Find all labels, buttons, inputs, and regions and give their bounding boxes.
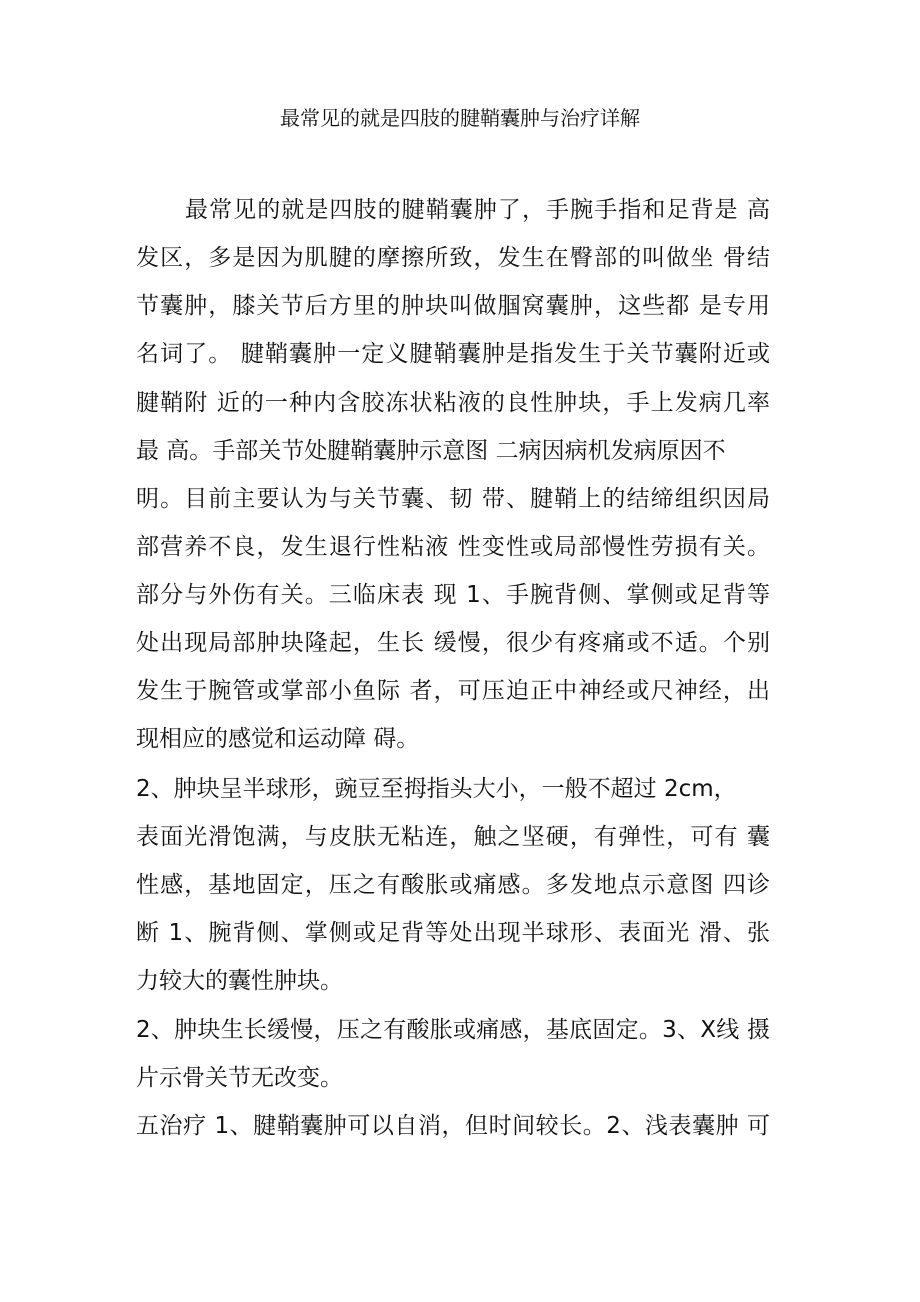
- paragraph-line: 表面光滑饱满，与皮肤无粘连，触之坚硬，有弹性，可有 囊: [136, 824, 770, 850]
- paragraph-line: 力较大的囊性肿块。: [136, 968, 343, 994]
- paragraph-line: 发区，多是因为肌腱的摩擦所致，发生在臀部的叫做坐 骨结: [136, 245, 770, 271]
- paragraph-line: 性感，基地固定，压之有酸胀或痛感。多发地点示意图 四诊: [136, 872, 770, 898]
- paragraph-line: 最 高。手部关节处腱鞘囊肿示意图 二病因病机发病原因不: [136, 438, 726, 464]
- paragraph-line: 腱鞘附 近的一种内含胶冻状粘液的良性肿块，手上发病几率: [136, 390, 770, 416]
- paragraph-line: 部营养不良，发生退行性粘液 性变性或局部慢性劳损有关。: [136, 534, 770, 560]
- paragraph-line: 发生于腕管或掌部小鱼际 者，可压迫正中神经或尺神经，出: [136, 678, 770, 704]
- paragraph-line: 名词了。 腱鞘囊肿一定义腱鞘囊肿是指发生于关节囊附近或: [136, 341, 770, 367]
- paragraph-line: 2、肿块呈半球形，豌豆至拇指头大小，一般不超过 2cm，: [136, 776, 737, 802]
- paragraph-line: 部分与外伤有关。三临床表 现 1、手腕背侧、掌侧或足背等: [136, 582, 770, 608]
- paragraph-line: 五治疗 1、腱鞘囊肿可以自消，但时间较长。2、浅表囊肿 可: [136, 1113, 770, 1139]
- paragraph-line: 处出现局部肿块隆起，生长 缓慢，很少有疼痛或不适。个别: [136, 630, 770, 656]
- paragraph-line: 片示骨关节无改变。: [136, 1065, 343, 1091]
- paragraph-line: 2、肿块生长缓慢，压之有酸胀或痛感，基底固定。3、X线 摄: [136, 1017, 770, 1043]
- paragraph-line: 最常见的就是四肢的腱鞘囊肿了，手腕手指和足背是 高: [185, 197, 770, 223]
- document-title: 最常见的就是四肢的腱鞘囊肿与治疗详解: [280, 106, 640, 130]
- paragraph-line: 明。目前主要认为与关节囊、韧 带、腱鞘上的结缔组织因局: [136, 486, 770, 512]
- paragraph-line: 节囊肿，膝关节后方里的肿块叫做腘窝囊肿，这些都 是专用: [136, 293, 770, 319]
- paragraph-line: 断 1、腕背侧、掌侧或足背等处出现半球形、表面光 滑、张: [136, 920, 770, 946]
- paragraph-line: 现相应的感觉和运动障 碍。: [136, 726, 420, 752]
